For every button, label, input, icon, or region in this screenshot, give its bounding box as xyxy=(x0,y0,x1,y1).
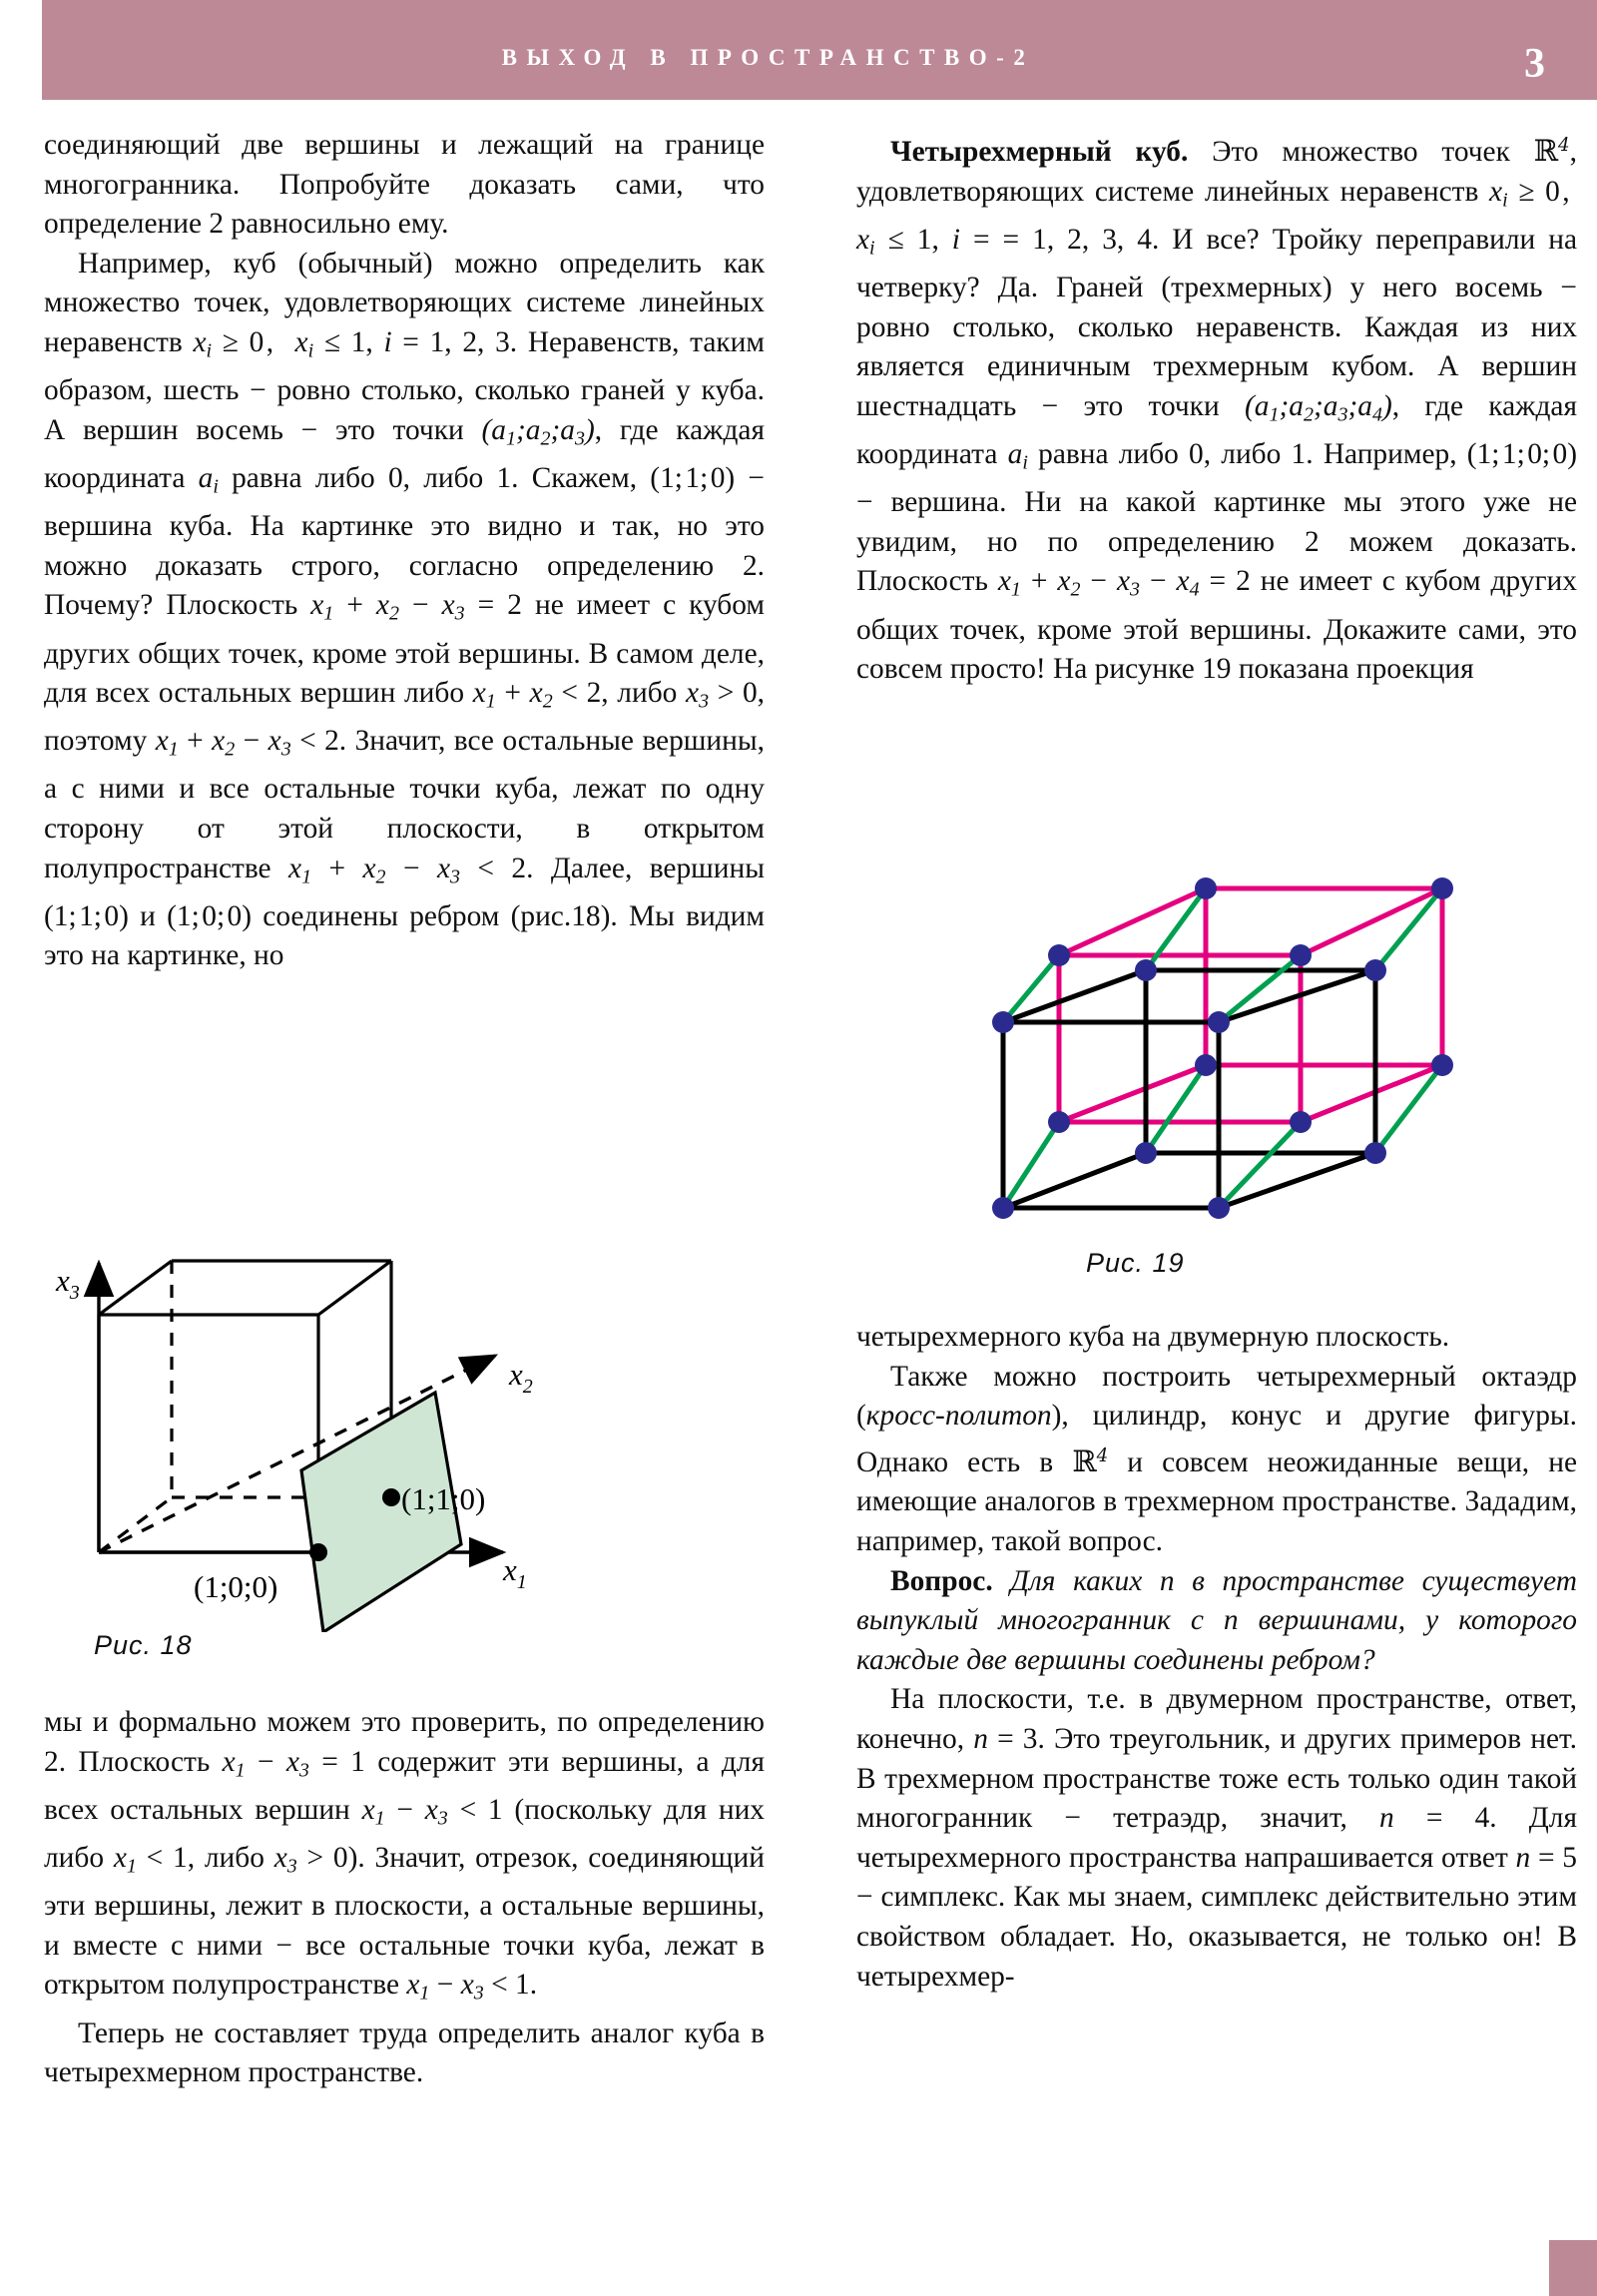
paragraph-text: , поэтому xyxy=(44,677,766,758)
math-r4-symbol: ℝ$^4$ xyxy=(1533,134,1570,169)
left-text-column-lower xyxy=(44,1703,765,2093)
math-xi-ge-0: $x_i \ge 0$ xyxy=(193,325,265,362)
paragraph-text: содержит эти вершины, а для всех остальных вершин xyxy=(44,1745,765,1826)
paragraph-text: . xyxy=(529,1969,538,2002)
paragraph-text: (поскольку для них либо xyxy=(44,1793,765,1874)
math-plane-eq-1: $x_1 + x_2 - x_3 = 2$ xyxy=(310,589,522,625)
paragraph-text: не имеет с кубом других общих точек, кроме этой вершины. Докажите сами, это совсем просто! На рисунке 19 показана проекция xyxy=(856,565,1577,686)
paragraph-projection-cont xyxy=(856,1318,1577,1358)
math-n-eq-5: n = 5 xyxy=(1515,1841,1577,1874)
paragraph-answer-discussion xyxy=(856,1680,1577,1997)
math-n-eq-4: n = 4. xyxy=(1379,1802,1497,1835)
paragraph-text: − симплекс. Как мы знаем, симплекс действительно этим свойством обладает. Но, оказывается, не только он! В четырехмер- xyxy=(856,1881,1577,1993)
math-vertex-110: (1; 1; 0) xyxy=(44,899,129,932)
paragraph-text: − вершина куба. На картинке это видно и так, но это можно доказать строго, согласно определению 2. Почему? Плоскость xyxy=(44,461,765,622)
paragraph-text: , либо xyxy=(601,677,687,710)
paragraph-text: − вершина. Ни на какой картинке мы этого уже не увидим, но по определению 2 можем доказать. Плоскость xyxy=(856,486,1577,598)
paragraph-text: четырехмерного куба на двумерную плоскость. xyxy=(856,1321,1450,1353)
paragraph-text: , где каждая координата xyxy=(856,389,1577,470)
paragraph-text: , удовлетворяющих системе линейных неравенств xyxy=(856,136,1577,208)
paragraph-text: ). Значит, отрезок, соединяющий эти вершины, лежит в плоскости, а остальные вершины, и вместе с ними − все остальные точки куба, лежат в открытом полупространстве xyxy=(44,1841,765,2002)
math-point-a1a2a3a4: $(a_1;a_2;a_3;a_4)$ xyxy=(1244,389,1392,426)
paragraph-text: , где каждая координата xyxy=(44,413,765,494)
figure-18-axis-x2: $x_2$ xyxy=(509,1357,533,1398)
math-ineq-sum-lt-2: $x_1 + x_2 - x_3 < 2$ xyxy=(155,725,339,761)
paragraph-text: равна либо 0, либо 1. Например, xyxy=(1027,437,1467,470)
left-text-column xyxy=(44,126,765,976)
figure-18-axis-x1: $x_1$ xyxy=(503,1552,527,1593)
paragraph-text: мы и формально можем это проверить, по определению 2. Плоскость xyxy=(44,1706,765,1778)
math-halfspace-x1-x3-lt-1: $x_1 - x_3 < 1$ xyxy=(406,1969,530,2005)
math-plane-4d: $x_1 + x_2 - x_3 - x_4 = 2$ xyxy=(997,565,1251,601)
paragraph-text: Для четырехмерного пространства напрашивается ответ xyxy=(856,1802,1577,1874)
paragraph-four-dim-cube: Четырехмерный куб. Это множество точек ℝ$^4$, удовлетворяющих системе линейных неравенств $x_i \ge 0$ , $x_i \le 1$, i = = 1, 2, 3, 4. И все? Тройку переправили на четверку? Да. Граней (трехмерных) у него восемь − ровно столько, сколько неравенств. Каждая из них является единичным трехмерным кубом. А вершин шестнадцать − это точки $(a_1;a_2;a_3;a_4)$, где каждая координата $a_i$ равна либо 0, либо 1. Например, (1; 1; 0; 0) − вершина. Ни на какой картинке мы этого уже не увидим, но по определению 2 можем доказать. Плоскость $x_1 + x_2 - x_3 - x_4 = 2$ не имеет с кубом других общих точек, кроме этой вершины. Докажите сами, это совсем просто! На рисунке 19 показана проекция xyxy=(856,134,1577,686)
vertex-dot-110 xyxy=(382,1488,400,1506)
math-point-110: (1; 1; 0) xyxy=(650,461,736,494)
paragraph-4d-analog xyxy=(44,2014,765,2093)
math-i-eq-1234: i = = 1, 2, 3, 4. xyxy=(951,223,1160,256)
paragraph-other-4d-figures xyxy=(856,1358,1577,1562)
math-n-eq-3: n = 3. xyxy=(973,1722,1045,1755)
right-text-column-upper xyxy=(856,126,1577,690)
paragraph-text: Например, куб (обычный) можно определить как множество точек, удовлетворяющих системе линейных неравенств xyxy=(44,247,765,358)
paragraph-text: соединяющий две вершины и лежащий на границе многогранника. Попробуйте доказать сами, что определение 2 равносильно ему. xyxy=(44,129,765,241)
math-ai: $a_i$ xyxy=(198,461,219,498)
paragraph-cube-definition: Например, куб (обычный) можно определить как множество точек, удовлетворяющих системе линейных неравенств $x_i \ge 0$ , $x_i \le 1$, i = 1, 2, 3. Неравенств, таким образом, шесть − ровно столько, сколько граней у куба. А вершин восемь − это точки $(a_1;a_2;a_3)$, где каждая координата $a_i$ равна либо 0, либо 1. Скажем, (1; 1; 0) − вершина куба. На картинке это видно и так, но это можно доказать строго, согласно определению 2. Почему? Плоскость $x_1 + x_2 - x_3 = 2$ не имеет с кубом других общих точек, кроме этой вершины. В самом деле, для всех остальных вершин либо $x_1 + x_2 < 2$, либо $x_3 > 0$, поэтому $x_1 + x_2 - x_3 < 2$. Значит, все остальные вершины, а с ними и все остальные точки куба, лежат по одну сторону от этой плоскости, в открытом полупространстве $x_1 + x_2 - x_3 < 2$. Далее, вершины (1; 1; 0) и (1; 0; 0) соединены ребром (рис.18). Мы видим это на картинке, но xyxy=(44,247,766,972)
paragraph-continuation xyxy=(44,126,765,245)
math-ineq-x3-gt-0: $x_3 > 0$ xyxy=(686,677,758,713)
figure-19-caption: Рис. 19 xyxy=(1086,1248,1185,1278)
page-number: 3 xyxy=(1524,41,1545,87)
page-header-title: ВЫХОД В ПРОСТРАНСТВО-2 xyxy=(501,45,1035,70)
math-point-a1a2a3: $(a_1;a_2;a_3)$ xyxy=(481,413,595,450)
math-vertex-1100: (1; 1; 0; 0) xyxy=(1466,437,1577,470)
paragraph-text: равна либо 0, либо 1. Скажем, xyxy=(218,461,651,494)
figure-18-label-110: (1;1;0) xyxy=(401,1481,486,1516)
right-text-column-lower xyxy=(856,1318,1577,1997)
math-plane-x1-x3-eq-1: $x_1 - x_3 = 1$ xyxy=(222,1745,365,1782)
figure-18 xyxy=(44,1233,765,1692)
math-xi-le-1: $x_i \le 1$ xyxy=(294,325,366,362)
question-lead-in: Вопрос. xyxy=(890,1564,993,1597)
math-xi-ge-0-r: $x_i \ge 0$ xyxy=(1489,175,1560,212)
paragraph-text: Теперь не составляет труда определить аналог куба в четырехмерном пространстве. xyxy=(44,2016,765,2089)
paragraph-text: соединены ребром (рис.18). Мы видим это на картинке, но xyxy=(44,899,765,972)
paragraph-text: не имеет с кубом других общих точек, кроме этой вершины. В самом деле, для всех остальных вершин либо xyxy=(44,589,765,710)
paragraph-text: Также можно построить четырехмерный октаэдр ( xyxy=(856,1360,1577,1433)
section-lead-in: Четырехмерный куб. xyxy=(890,136,1189,169)
page-header-band xyxy=(42,0,1597,100)
math-xi-le-1-r: $x_i \le 1$ xyxy=(856,223,932,260)
paragraph-question xyxy=(856,1562,1577,1681)
figure-19 xyxy=(956,870,1515,1310)
figure-18-axis-x3: $x_3$ xyxy=(56,1263,80,1304)
figure-18-drawing xyxy=(44,1233,765,1632)
paragraph-text: и xyxy=(128,899,168,932)
paragraph-text: Неравенств, таким образом, шесть − ровно столько, сколько граней у куба. А вершин восемь − это точки xyxy=(44,325,765,446)
figure-18-caption: Рис. 18 xyxy=(94,1630,193,1660)
paragraph-text: . Далее, вершины xyxy=(526,852,766,884)
math-ai-r: $a_i$ xyxy=(1007,437,1028,474)
math-ineq-x3-gt-0b: $x_3 > 0$ xyxy=(273,1841,348,1878)
math-ineq-x1-x3-lt-1: $x_1 - x_3 < 1$ xyxy=(361,1793,503,1830)
paragraph-text: , либо xyxy=(187,1841,274,1874)
math-vertex-100: (1; 0; 0) xyxy=(167,899,253,932)
corner-tab-marker xyxy=(1549,2240,1597,2296)
term-cross-polytope: кросс-политоп xyxy=(865,1400,1052,1433)
paragraph-text: и совсем неожиданные вещи, не имеющие аналогов в трехмерном пространстве. Зададим, например, такой вопрос. xyxy=(856,1445,1577,1557)
math-ineq-x1x2-lt-2: $x_1 + x_2 < 2$ xyxy=(472,677,602,713)
paragraph-text: На плоскости, т.е. в двумерном пространстве, ответ, конечно, xyxy=(856,1683,1577,1755)
question-text: Для каких n в пространстве существует выпуклый многогранник с n вершинами, у которого каждые две вершины соединены ребром? xyxy=(856,1564,1577,1676)
math-halfspace-sum-lt-2: $x_1 + x_2 - x_3 < 2$ xyxy=(288,852,527,888)
figure-19-drawing xyxy=(956,870,1515,1270)
figure-18-label-100: (1;0;0) xyxy=(194,1569,278,1604)
paragraph-formal-check xyxy=(44,1703,765,2014)
paragraph-text: Это треугольник, и других примеров нет. В трехмерном пространстве тоже есть только один такой многогранник − тетраэдр, значит, xyxy=(856,1722,1577,1835)
outer-cube-edges xyxy=(1059,888,1442,1122)
paragraph-text: И все? Тройку переправили на четверку? Да. Граней (трехмерных) у него восемь − ровно столько, сколько неравенств. Каждая из них является единичным трехмерным кубом. А вершин шестнадцать − это точки xyxy=(856,223,1577,422)
vertex-dot-100 xyxy=(309,1543,327,1561)
math-i-values: i = 1, 2, 3. xyxy=(383,325,518,358)
paragraph-text: . Значит, все остальные вершины, а с ними и все остальные точки куба, лежат по одну сторону от этой плоскости, в открытом полупространстве xyxy=(44,725,765,884)
paragraph-text: Это множество точек xyxy=(1188,136,1534,169)
math-ineq-x1-lt-1: $x_1 < 1$ xyxy=(113,1841,188,1878)
paragraph-text: ), цилиндр, конус и другие фигуры. Однако есть в xyxy=(856,1400,1577,1478)
math-r4-symbol-2: ℝ$^4$ xyxy=(1072,1443,1109,1478)
